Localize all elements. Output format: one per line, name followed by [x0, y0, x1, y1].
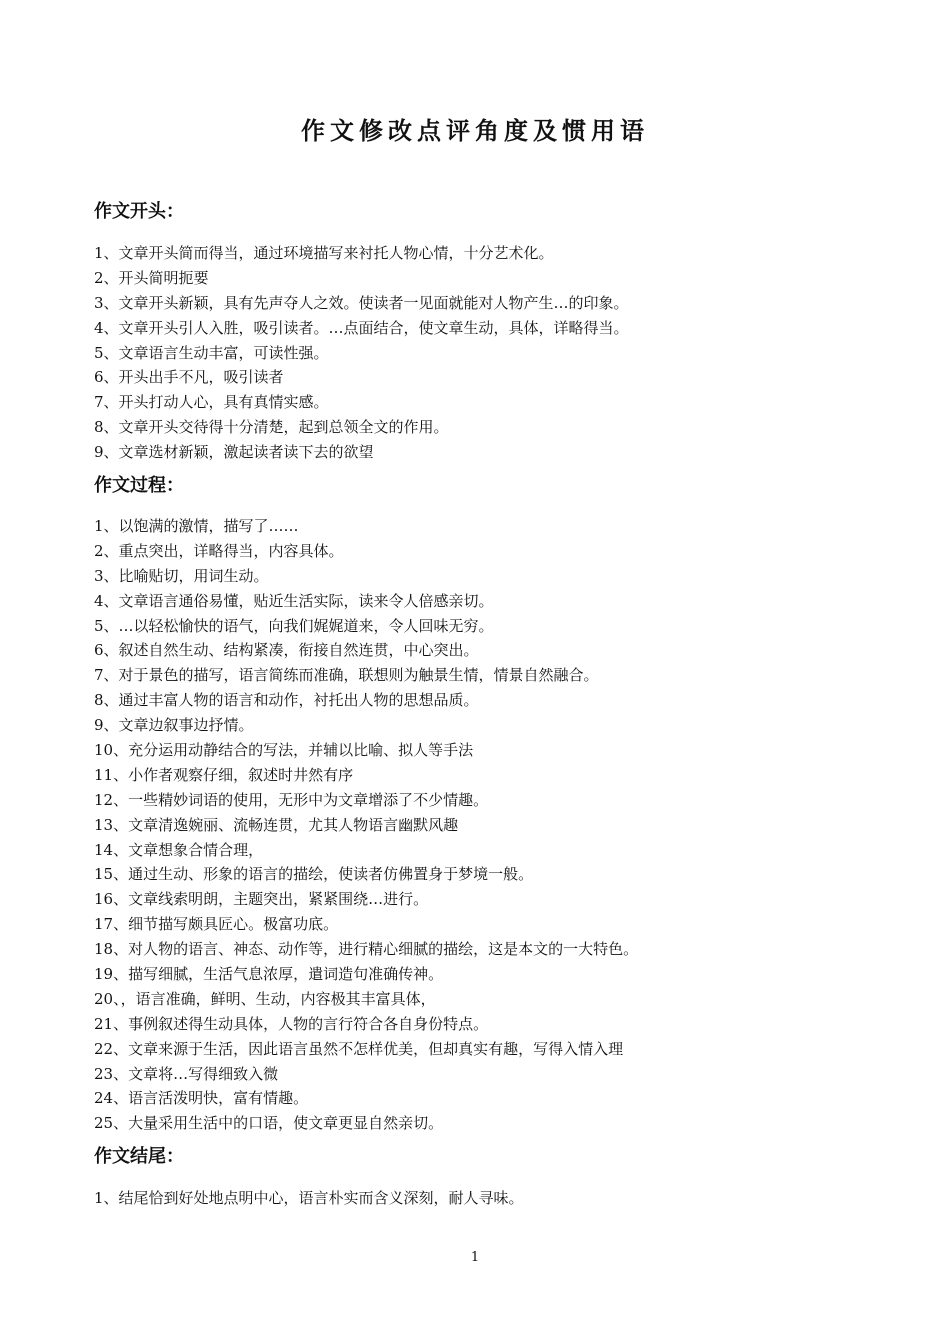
body-list — [94, 514, 874, 1136]
list-item: 22、文章来源于生活，因此语言虽然不怎样优美，但却真实有趣，写得入情入理 — [94, 1039, 624, 1058]
ending-list — [94, 1186, 874, 1211]
list-item: 3、文章开头新颖，具有先声夺人之效。使读者一见面就能对人物产生…的印象。 — [94, 293, 629, 312]
list-item: 5、…以轻松愉快的语气，向我们娓娓道来，令人回味无穷。 — [94, 616, 494, 635]
list-item: 25、大量采用生活中的口语，使文章更显自然亲切。 — [94, 1114, 444, 1133]
list-item: 2、重点突出，详略得当，内容具体。 — [94, 541, 344, 560]
section-heading-body: 作文过程： — [94, 475, 184, 496]
list-item: 18、对人物的语言、神态、动作等，进行精心细腻的描绘，这是本文的一大特色。 — [94, 940, 639, 959]
list-item: 20、，语言准确，鲜明、生动，内容极其丰富具体， — [94, 989, 436, 1008]
list-item: 3、比喻贴切，用词生动。 — [94, 566, 269, 585]
list-item: 10、充分运用动静结合的写法，并辅以比喻、拟人等手法 — [94, 741, 474, 760]
list-item: 6、叙述自然生动、结构紧凑，衔接自然连贯，中心突出。 — [94, 641, 479, 660]
list-item: 9、文章选材新颖，激起读者读下去的欲望 — [94, 443, 374, 462]
list-item: 12、一些精妙词语的使用，无形中为文章增添了不少情趣。 — [94, 790, 489, 809]
page-number: 1 — [470, 1250, 480, 1265]
list-item: 17、细节描写颇具匠心。极富功底。 — [94, 915, 339, 934]
opening-list — [94, 241, 874, 465]
list-item: 4、文章语言通俗易懂，贴近生活实际，读来令人倍感亲切。 — [94, 591, 494, 610]
list-item: 19、描写细腻，生活气息浓厚，遣词造句准确传神。 — [94, 965, 444, 984]
list-item: 1、结尾恰到好处地点明中心，语言朴实而含义深刻，耐人寻味。 — [94, 1189, 524, 1207]
section-heading-opening: 作文开头： — [94, 201, 184, 222]
list-item: 15、通过生动、形象的语言的描绘，使读者仿佛置身于梦境一般。 — [94, 865, 534, 884]
list-item: 7、开头打动人心，具有真情实感。 — [94, 393, 329, 412]
list-item: 4、文章开头引人入胜，吸引读者。…点面结合，使文章生动，具体，详略得当。 — [94, 318, 629, 337]
list-item: 8、文章开头交待得十分清楚，起到总领全文的作用。 — [94, 418, 449, 437]
list-item: 21、事例叙述得生动具体，人物的言行符合各自身份特点。 — [94, 1014, 489, 1033]
list-item: 1、文章开头简而得当，通过环境描写来衬托人物心情，十分艺术化。 — [94, 244, 554, 262]
list-item: 1、以饱满的激情，描写了…… — [94, 517, 299, 535]
list-item: 9、文章边叙事边抒情。 — [94, 716, 254, 735]
list-item: 7、对于景色的描写，语言简练而准确，联想则为触景生情，情景自然融合。 — [94, 666, 599, 685]
section-heading-ending: 作文结尾： — [94, 1146, 184, 1167]
list-item: 8、通过丰富人物的语言和动作，衬托出人物的思想品质。 — [94, 691, 479, 710]
list-item: 13、文章清逸婉丽、流畅连贯，尤其人物语言幽默风趣 — [94, 815, 459, 834]
document-title: 作文修改点评角度及惯用语 — [301, 116, 649, 145]
list-item: 16、文章线索明朗，主题突出，紧紧围绕…进行。 — [94, 890, 429, 909]
list-item: 24、语言活泼明快，富有情趣。 — [94, 1089, 309, 1108]
list-item: 5、文章语言生动丰富，可读性强。 — [94, 343, 329, 362]
list-item: 2、开头简明扼要 — [94, 268, 209, 287]
list-item: 23、文章将…写得细致入微 — [94, 1064, 279, 1083]
list-item: 11、小作者观察仔细，叙述时井然有序 — [94, 765, 354, 784]
list-item: 14、文章想象合情合理， — [94, 840, 264, 859]
list-item: 6、开头出手不凡，吸引读者 — [94, 368, 284, 387]
